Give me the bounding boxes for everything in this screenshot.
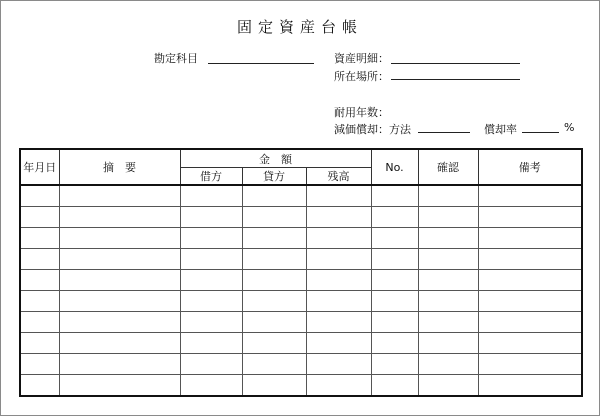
balance-cell[interactable] (306, 291, 371, 312)
table-row (20, 228, 582, 249)
date-cell[interactable] (20, 291, 59, 312)
debit-cell[interactable] (180, 207, 242, 228)
ledger-table (19, 148, 583, 397)
no-cell[interactable] (371, 207, 418, 228)
no-cell[interactable] (371, 333, 418, 354)
table-row (20, 333, 582, 354)
confirm-cell[interactable] (418, 312, 478, 333)
no-cell[interactable] (371, 228, 418, 249)
no-cell[interactable] (371, 375, 418, 397)
no-cell[interactable] (371, 354, 418, 375)
debit-cell[interactable] (180, 270, 242, 291)
depreciation-rate-label: 償却率 (484, 123, 517, 136)
confirm-cell[interactable] (418, 375, 478, 397)
table-row (20, 185, 582, 207)
no-cell[interactable] (371, 185, 418, 207)
remarks-cell[interactable] (478, 312, 582, 333)
confirm-cell[interactable] (418, 291, 478, 312)
remarks-cell[interactable] (478, 375, 582, 397)
balance-cell[interactable] (306, 354, 371, 375)
credit-cell[interactable] (242, 291, 306, 312)
asset-detail-label: 資産明細： (334, 52, 389, 65)
table-row (20, 291, 582, 312)
depreciation-rate-field-line[interactable] (522, 132, 559, 133)
date-cell[interactable] (20, 185, 59, 207)
table-row (20, 270, 582, 291)
date-cell[interactable] (20, 333, 59, 354)
summary-cell[interactable] (59, 228, 180, 249)
credit-cell[interactable] (242, 185, 306, 207)
col-header-remarks: 備考 (478, 149, 582, 185)
credit-cell[interactable] (242, 228, 306, 249)
no-cell[interactable] (371, 312, 418, 333)
debit-cell[interactable] (180, 185, 242, 207)
col-header-no: No. (371, 149, 418, 185)
balance-cell[interactable] (306, 375, 371, 397)
remarks-cell[interactable] (478, 207, 582, 228)
table-row (20, 249, 582, 270)
col-header-debit: 借方 (180, 168, 242, 186)
debit-cell[interactable] (180, 228, 242, 249)
confirm-cell[interactable] (418, 270, 478, 291)
summary-cell[interactable] (59, 207, 180, 228)
col-header-date: 年月日 (20, 149, 59, 185)
col-header-confirm: 確認 (418, 149, 478, 185)
no-cell[interactable] (371, 249, 418, 270)
col-header-credit: 貸方 (242, 168, 306, 186)
summary-cell[interactable] (59, 185, 180, 207)
date-cell[interactable] (20, 228, 59, 249)
date-cell[interactable] (20, 249, 59, 270)
balance-cell[interactable] (306, 312, 371, 333)
table-row (20, 375, 582, 397)
depreciation-method-label: 減価償却：方法 (334, 123, 411, 136)
balance-cell[interactable] (306, 333, 371, 354)
summary-cell[interactable] (59, 375, 180, 397)
remarks-cell[interactable] (478, 249, 582, 270)
debit-cell[interactable] (180, 333, 242, 354)
col-header-balance: 残高 (306, 168, 371, 186)
account-label: 勘定科目 (154, 52, 198, 65)
debit-cell[interactable] (180, 291, 242, 312)
date-cell[interactable] (20, 375, 59, 397)
remarks-cell[interactable] (478, 228, 582, 249)
balance-cell[interactable] (306, 270, 371, 291)
table-row (20, 312, 582, 333)
remarks-cell[interactable] (478, 291, 582, 312)
balance-cell[interactable] (306, 249, 371, 270)
credit-cell[interactable] (242, 354, 306, 375)
page-title: 固定資産台帳 (236, 18, 363, 36)
credit-cell[interactable] (242, 375, 306, 397)
remarks-cell[interactable] (478, 185, 582, 207)
credit-cell[interactable] (242, 312, 306, 333)
summary-cell[interactable] (59, 333, 180, 354)
summary-cell[interactable] (59, 312, 180, 333)
balance-cell[interactable] (306, 207, 371, 228)
date-cell[interactable] (20, 354, 59, 375)
debit-cell[interactable] (180, 312, 242, 333)
credit-cell[interactable] (242, 270, 306, 291)
debit-cell[interactable] (180, 375, 242, 397)
account-field-line[interactable] (208, 63, 314, 64)
summary-cell[interactable] (59, 354, 180, 375)
debit-cell[interactable] (180, 249, 242, 270)
remarks-cell[interactable] (478, 333, 582, 354)
summary-cell[interactable] (59, 270, 180, 291)
date-cell[interactable] (20, 207, 59, 228)
table-row (20, 207, 582, 228)
col-header-amount: 金 額 (180, 149, 371, 168)
confirm-cell[interactable] (418, 185, 478, 207)
location-label: 所在場所： (334, 70, 389, 83)
balance-cell[interactable] (306, 228, 371, 249)
summary-cell[interactable] (59, 249, 180, 270)
confirm-cell[interactable] (418, 249, 478, 270)
depreciation-method-field-line[interactable] (418, 132, 470, 133)
useful-life-label: 耐用年数： (334, 106, 389, 119)
balance-cell[interactable] (306, 185, 371, 207)
confirm-cell[interactable] (418, 354, 478, 375)
percent-symbol: % (564, 121, 575, 134)
summary-cell[interactable] (59, 291, 180, 312)
remarks-cell[interactable] (478, 354, 582, 375)
remarks-cell[interactable] (478, 270, 582, 291)
date-cell[interactable] (20, 270, 59, 291)
credit-cell[interactable] (242, 249, 306, 270)
confirm-cell[interactable] (418, 207, 478, 228)
table-row (20, 354, 582, 375)
no-cell[interactable] (371, 291, 418, 312)
confirm-cell[interactable] (418, 333, 478, 354)
credit-cell[interactable] (242, 333, 306, 354)
debit-cell[interactable] (180, 354, 242, 375)
col-header-summary: 摘 要 (59, 149, 180, 185)
confirm-cell[interactable] (418, 228, 478, 249)
asset-detail-field-line[interactable] (391, 63, 520, 64)
ledger-body (20, 185, 582, 396)
no-cell[interactable] (371, 270, 418, 291)
location-field-line[interactable] (391, 79, 520, 80)
date-cell[interactable] (20, 312, 59, 333)
credit-cell[interactable] (242, 207, 306, 228)
